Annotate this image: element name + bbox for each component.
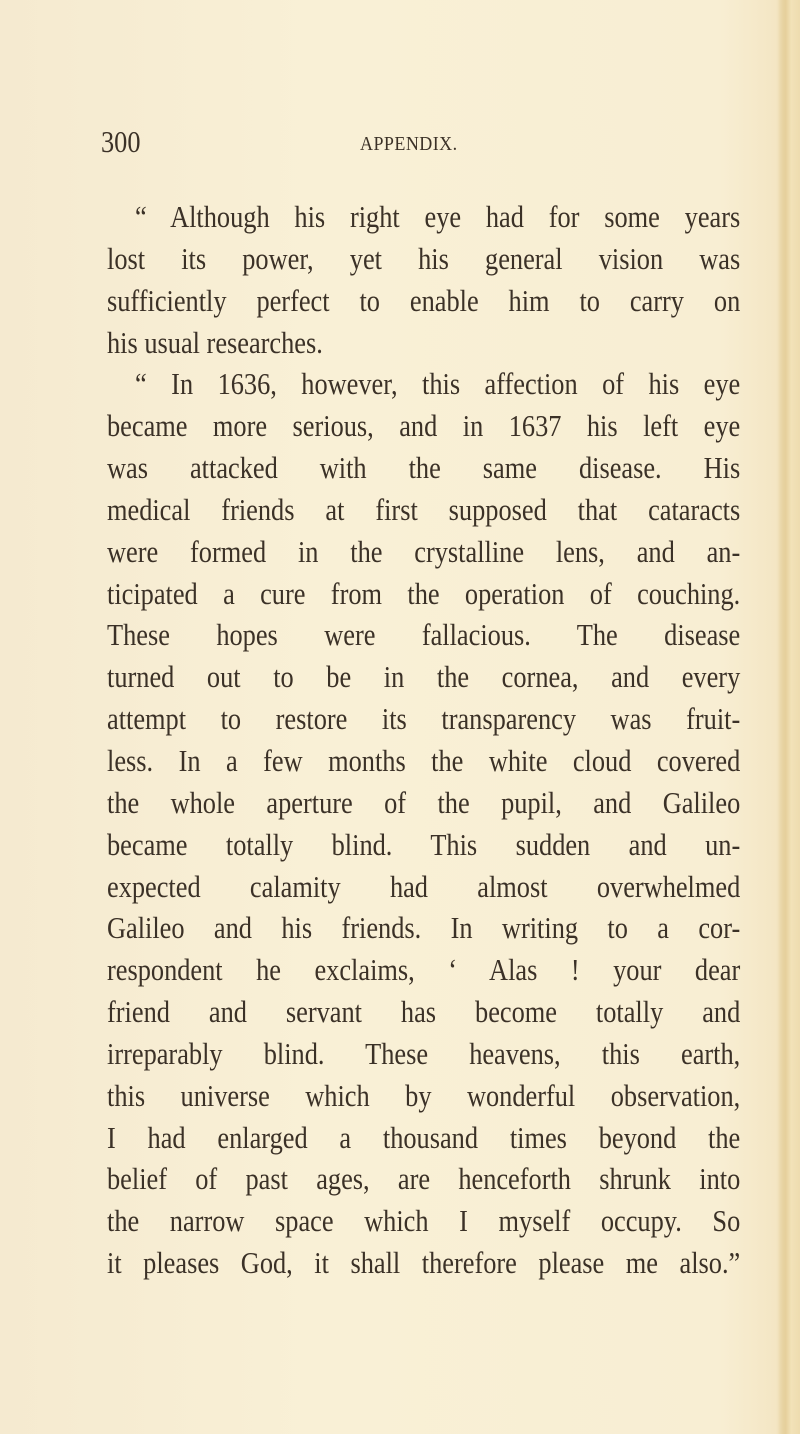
- text-line: his usual researches.: [107, 324, 323, 360]
- text-line: turned out to be in the cornea, and every: [107, 659, 741, 695]
- text-line: became totally blind. This sudden and un-: [107, 826, 741, 862]
- text-line: irreparably blind. These heavens, this earth,: [107, 1035, 741, 1071]
- text-line: the whole aperture of the pupil, and Galileo: [107, 784, 741, 820]
- text-line: this universe which by wonderful observation,: [107, 1077, 741, 1113]
- body-text: [107, 196, 740, 1284]
- text-line: less. In a few months the white cloud covered: [107, 742, 741, 778]
- text-line: respondent he exclaims, ‘ Alas ! your dear: [107, 952, 741, 988]
- text-line: “ In 1636, however, this affection of his eye: [135, 366, 741, 402]
- text-line: were formed in the crystalline lens, and an-: [107, 533, 741, 569]
- text-line: ticipated a cure from the operation of couching.: [107, 575, 741, 611]
- text-line: became more serious, and in 1637 his left eye: [107, 408, 741, 444]
- text-line: Galileo and his friends. In writing to a cor-: [107, 910, 741, 946]
- running-title: APPENDIX.: [360, 133, 458, 155]
- text-line: belief of past ages, are henceforth shrunk into: [107, 1161, 741, 1197]
- text-line: attempt to restore its transparency was fruit-: [107, 701, 741, 737]
- text-line: friend and servant has become totally and: [107, 994, 741, 1030]
- text-line: it pleases God, it shall therefore please me also.”: [107, 1245, 741, 1281]
- text-line: I had enlarged a thousand times beyond the: [107, 1119, 741, 1155]
- text-line: medical friends at first supposed that cataracts: [107, 491, 741, 527]
- text-line: lost its power, yet his general vision was: [107, 240, 741, 276]
- text-line: “ Although his right eye had for some years: [135, 199, 741, 234]
- text-line: the narrow space which I myself occupy. So: [107, 1203, 741, 1239]
- text-line: These hopes were fallacious. The disease: [107, 617, 741, 653]
- text-line: expected calamity had almost overwhelmed: [107, 868, 741, 904]
- text-line: was attacked with the same disease. His: [107, 450, 741, 486]
- text-line: sufficiently perfect to enable him to carry on: [107, 282, 741, 318]
- page-edge: [778, 0, 800, 1434]
- page-number: 300: [101, 124, 141, 159]
